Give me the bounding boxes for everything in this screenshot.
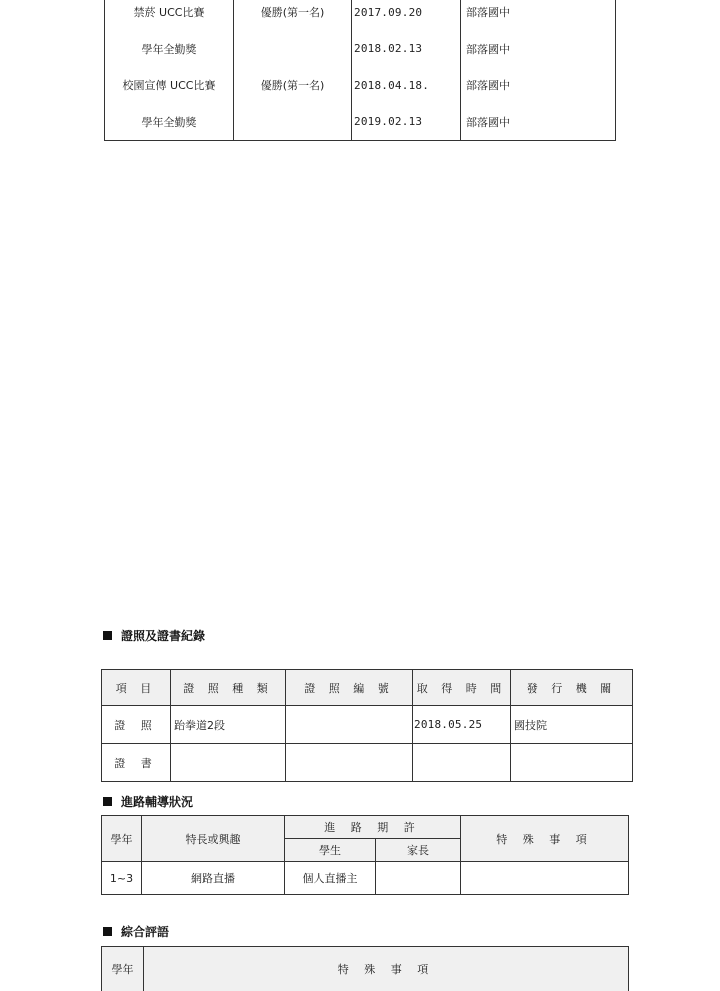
cert-item: 證 照 <box>102 706 171 744</box>
cert-number <box>286 706 413 744</box>
career-table <box>101 815 629 895</box>
cert-date: 2018.05.25 <box>413 706 511 744</box>
comments-table <box>101 946 629 991</box>
career-student: 個人直播主 <box>285 862 376 895</box>
header-type: 證 照 種 類 <box>171 670 286 706</box>
award-rank <box>234 31 352 68</box>
header-talent: 特長或興趣 <box>142 816 285 862</box>
certificates-section-title: 證照及證書紀錄 <box>103 627 205 644</box>
awards-table <box>104 0 616 141</box>
square-bullet-icon <box>103 797 112 806</box>
header-date: 取 得 時 間 <box>413 670 511 706</box>
table-row <box>102 744 633 782</box>
award-name: 禁菸 UCC比賽 <box>105 0 234 31</box>
award-date: 2019.02.13 <box>352 104 461 141</box>
award-date: 2018.04.18. <box>352 67 461 104</box>
comments-section-title: 綜合評語 <box>103 923 169 940</box>
table-row <box>102 706 633 744</box>
header-number: 證 照 編 號 <box>286 670 413 706</box>
square-bullet-icon <box>103 631 112 640</box>
header-special: 特 殊 事 項 <box>144 947 629 991</box>
award-name: 校園宣傳 UCC比賽 <box>105 67 234 104</box>
certificates-table <box>101 669 633 782</box>
table-row <box>102 862 629 895</box>
cert-item: 證 書 <box>102 744 171 782</box>
header-student: 學生 <box>285 839 376 862</box>
career-header-row <box>102 816 629 839</box>
header-expectation: 進 路 期 許 <box>285 816 461 839</box>
cert-type <box>171 744 286 782</box>
table-row <box>105 104 616 141</box>
cert-issuer <box>511 744 633 782</box>
award-date: 2018.02.13 <box>352 31 461 68</box>
header-parent: 家長 <box>376 839 461 862</box>
header-year: 學年 <box>102 947 144 991</box>
header-special: 特 殊 事 項 <box>461 816 629 862</box>
career-parent <box>376 862 461 895</box>
square-bullet-icon <box>103 927 112 936</box>
award-org: 部落國中 <box>461 0 616 31</box>
career-special <box>461 862 629 895</box>
cert-type: 跆拳道2段 <box>171 706 286 744</box>
award-rank: 優勝(第一名) <box>234 0 352 31</box>
award-rank <box>234 104 352 141</box>
header-issuer: 發 行 機 關 <box>511 670 633 706</box>
career-year: 1~3 <box>102 862 142 895</box>
certificates-header-row <box>102 670 633 706</box>
career-talent: 網路直播 <box>142 862 285 895</box>
award-rank: 優勝(第一名) <box>234 67 352 104</box>
cert-issuer: 國技院 <box>511 706 633 744</box>
cert-date <box>413 744 511 782</box>
award-name: 學年全勤獎 <box>105 104 234 141</box>
header-item: 項 目 <box>102 670 171 706</box>
table-row <box>105 31 616 68</box>
comments-header-row <box>102 947 629 991</box>
table-row <box>105 67 616 104</box>
table-row <box>105 0 616 31</box>
career-section-title: 進路輔導狀況 <box>103 793 193 810</box>
header-year: 學年 <box>102 816 142 862</box>
award-date: 2017.09.20 <box>352 0 461 31</box>
award-org: 部落國中 <box>461 104 616 141</box>
award-org: 部落國中 <box>461 67 616 104</box>
award-name: 學年全勤獎 <box>105 31 234 68</box>
award-org: 部落國中 <box>461 31 616 68</box>
cert-number <box>286 744 413 782</box>
